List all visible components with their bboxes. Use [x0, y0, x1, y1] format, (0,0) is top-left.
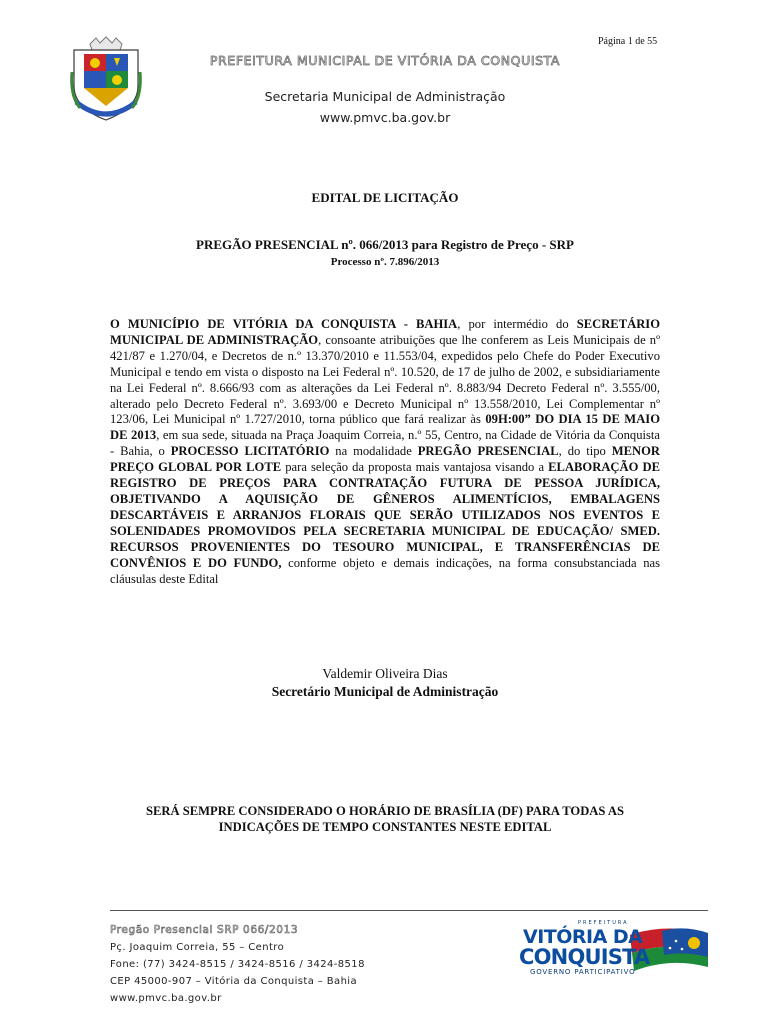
body-segment: 09H:00” DO DIA 15 DE MAIO DE 2013: [110, 412, 660, 443]
footer-title: Pregão Presencial SRP 066/2013: [110, 924, 299, 936]
footer-cep: CEP 45000-907 – Vitória da Conquista – Bahia: [110, 976, 358, 987]
logo-vitoria: VITÓRIA DA: [523, 926, 643, 948]
timezone-notice: [110, 803, 660, 835]
body-segment: , consoante atribuições que lhe conferem as Leis Municipais de nº 421/87 e 1.270/04, e Decretos de n.º 13.370/2010 e 11.553/04, expedidos pelo Chefe do Poder Executivo Municipal e tendo em vista o disposto na Lei Federal nº. 10.520, de 17 de julho de 2002, e subsidiariamente na Lei Federal nº. 8.666/93 com as alterações da Lei Federal nº. 8.883/94 Decreto Federal nº. 3.555/00, alterado pelo Decreto Federal nº. 3.693/00 e Decreto Municipal nº 13.558/2010, Lei Complementar nº 123/06, Lei Municipal nº 1.727/2010, torna público que fará realizar às: [110, 332, 660, 427]
logo-prefeitura: PREFEITURA: [578, 920, 629, 926]
body-segment: PREGÃO PRESENCIAL: [417, 444, 559, 459]
logo-tagline: GOVERNO PARTICIPATIVO: [530, 968, 636, 976]
process-number: Processo nº. 7.896/2013: [330, 256, 440, 268]
body-segment: MENOR PREÇO GLOBAL POR LOTE: [110, 444, 660, 475]
body-segment: , em sua sede, situada na Praça Joaquim Correia, n.º 55, Centro, na Cidade de Vitória da Conquista - Bahia, o: [110, 428, 660, 459]
notice-line: SERÁ SEMPRE CONSIDERADO O HORÁRIO DE BRASÍLIA (DF) PARA TODAS AS: [146, 804, 624, 818]
page-number: Página 1 de 55: [598, 36, 658, 47]
body-segment: PROCESSO LICITATÓRIO: [170, 444, 330, 459]
body-segment: para seleção da proposta mais vantajosa visando a: [281, 460, 549, 475]
footer-website: www.pmvc.ba.gov.br: [110, 993, 222, 1004]
document-subtitle: PREGÃO PRESENCIAL nº. 066/2013 para Registro de Preço - SRP: [196, 237, 574, 252]
body-segment: SECRETÁRIO MUNICIPAL DE ADMINISTRAÇÃO: [110, 317, 660, 347]
body-segment: , por intermédio do: [457, 317, 577, 331]
document-title: EDITAL DE LICITAÇÃO: [311, 190, 459, 205]
footer-phone: Fone: (77) 3424-8515 / 3424-8516 / 3424-8518: [110, 959, 365, 970]
body-segment: conforme objeto e demais indicações, na forma consubstanciada nas cláusulas deste Edital: [110, 555, 661, 586]
signatory-name: Valdemir Oliveira Dias: [322, 666, 448, 681]
footer-contact: [110, 922, 365, 1007]
body-segment: , do tipo: [558, 444, 612, 459]
edital-paragraph: [110, 317, 660, 587]
header-website: www.pmvc.ba.gov.br: [319, 110, 451, 125]
body-segment: na modalidade: [329, 444, 418, 459]
body-segment: ELABORAÇÃO DE REGISTRO DE PREÇOS PARA CONTRATAÇÃO FUTURA DE PESSOA JURÍDICA, OBJETIVANDO A AQUISIÇÃO DE GÊNEROS ALIMENTÍCIOS, EMBALAGENS DESCARTÁVEIS E ARRANJOS FLORAIS QUE SERÃO UTILIZADOS NOS EVENTOS E SOLENIDADES PROMOVIDOS PELA SECRETARIA MUNICIPAL DE EDUCAÇÃO/ SMED. RECURSOS PROVENIENTES DO TESOURO MUNICIPAL, E TRANSFERÊNCIAS DE CONVÊNIOS E DO FUNDO,: [110, 460, 660, 570]
signatory-role: Secretário Municipal de Administração: [271, 684, 499, 699]
footer-address: Pç. Joaquim Correia, 55 – Centro: [110, 942, 285, 953]
institution-header: PREFEITURA MUNICIPAL DE VITÓRIA DA CONQUISTA: [209, 53, 561, 68]
footer-divider: [110, 910, 708, 911]
logo-conquista: CONQUISTA: [519, 945, 650, 969]
department-name: Secretaria Municipal de Administração: [264, 89, 506, 104]
body-segment: O MUNICÍPIO DE VITÓRIA DA CONQUISTA - BAHIA: [110, 317, 458, 331]
notice-line: INDICAÇÕES DE TEMPO CONSTANTES NESTE EDITAL: [218, 820, 552, 834]
